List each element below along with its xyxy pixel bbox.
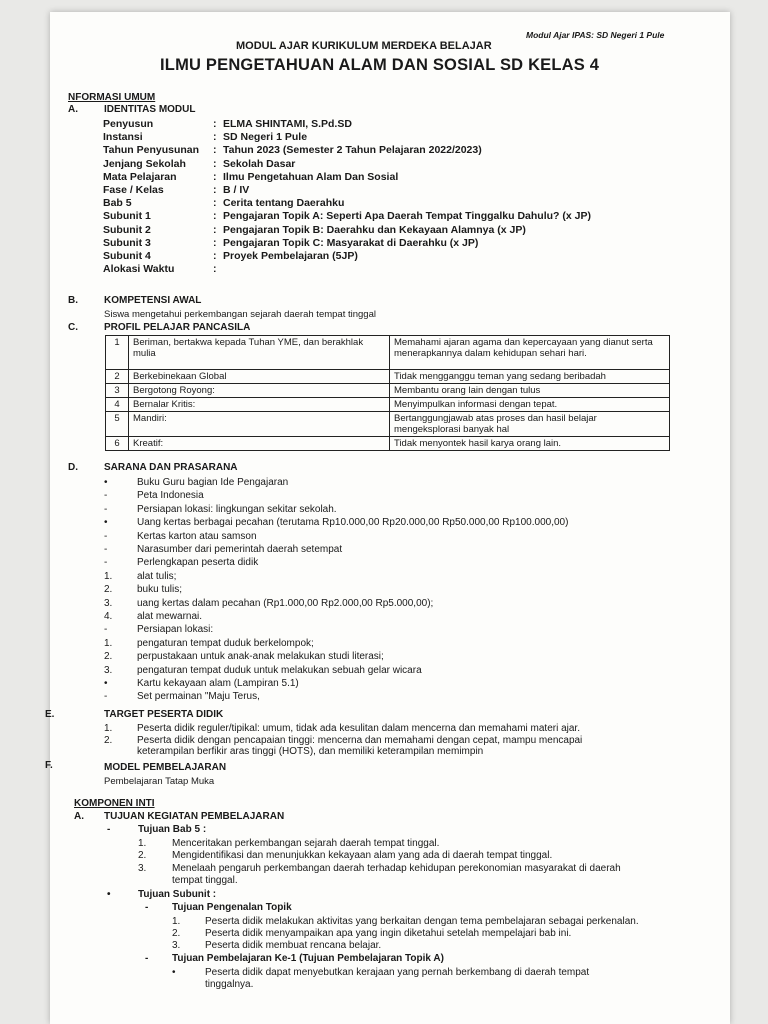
profil-number: 6 [106, 437, 129, 451]
sarana-item-marker: • [104, 517, 108, 529]
sarana-item-text: pengaturan tempat duduk untuk melakukan sebuah gelar wicara [137, 664, 422, 676]
identity-colon: : [213, 210, 217, 223]
tujuan-bab-item-text: Menceritakan perkembangan sejarah daerah tempat tinggal. [172, 838, 440, 849]
section-ka-title: TUJUAN KEGIATAN PEMBELAJARAN [104, 811, 285, 822]
pengenalan-item-text: Peserta didik menyampaikan apa yang ingin diketahui setelah mempelajari bab ini. [205, 928, 572, 939]
identity-value: Ilmu Pengetahuan Alam Dan Sosial [223, 170, 399, 183]
identity-label: Subunit 3 [103, 236, 151, 249]
identity-value: B / IV [223, 184, 250, 196]
profil-row [106, 370, 670, 384]
sarana-item-text: Persiapan lokasi: lingkungan sekitar sekolah. [137, 503, 337, 515]
sarana-item-text: Peta Indonesia [137, 490, 204, 502]
section-e-letter: E. [45, 709, 55, 720]
section-d-letter: D. [68, 462, 78, 473]
sarana-item-marker: • [104, 678, 108, 689]
identity-value: SD Negeri 1 Pule [223, 131, 308, 144]
pembelajaran1-item-text: Peserta didik dapat menyebutkan kerajaan yang pernah berkembang di daerah tempat [205, 967, 590, 978]
sarana-item-text: Kartu kekayaan alam (Lampiran 5.1) [137, 678, 299, 689]
section-f-title: MODEL PEMBELAJARAN [104, 762, 227, 773]
tujuan-bab-item-text: Mengidentifikasi dan menunjukkan kekayaan alam yang ada di daerah tempat tinggal. [172, 850, 553, 862]
profil-number: 3 [106, 384, 129, 398]
profil-description: Tidak menyontek hasil karya orang lain. [390, 437, 670, 451]
profil-number: 1 [106, 336, 129, 370]
sarana-item-marker: 1. [104, 570, 113, 582]
identity-colon: : [213, 170, 217, 183]
profil-dimension: Bergotong Royong: [129, 384, 390, 398]
identity-colon: : [213, 131, 217, 144]
sarana-item-marker: - [104, 544, 108, 555]
tujuan-bab-item-marker: 1. [138, 838, 147, 849]
target-item-text: Peserta didik reguler/tipikal: umum, tidak ada kesulitan dalam mencerna dan memahami materi ajar. [137, 723, 580, 734]
identity-colon: : [213, 263, 217, 276]
sarana-item-marker: 2. [104, 584, 113, 596]
identity-value: Tahun 2023 (Semester 2 Tahun Pelajaran 2022/2023) [223, 144, 482, 157]
identity-colon: : [213, 236, 217, 249]
sarana-item-marker: • [104, 477, 108, 488]
sarana-item-marker: - [104, 503, 108, 515]
profil-row [106, 398, 670, 412]
profil-description: Membantu orang lain dengan tulus [390, 384, 670, 398]
sarana-item-marker: 3. [104, 597, 113, 609]
pengenalan-dash: - [145, 902, 149, 913]
title-line-1: MODUL AJAR KURIKULUM MERDEKA BELAJAR [236, 40, 492, 52]
identity-label: Subunit 2 [103, 223, 151, 236]
sarana-item-marker: - [104, 624, 108, 636]
profil-description: Memahami ajaran agama dan kepercayaan yang dianut serta menerapkannya dalam kehidupan sehari hari. [390, 336, 670, 370]
kompetensi-awal-text: Siswa mengetahui perkembangan sejarah daerah tempat tinggal [104, 309, 376, 320]
sarana-item-text: Set permainan "Maju Terus, [137, 691, 260, 703]
identity-label: Penyusun [103, 118, 154, 130]
tujuan-bab-dash: - [107, 824, 111, 835]
section-e-title: TARGET PESERTA DIDIK [104, 709, 224, 720]
identity-colon: : [213, 157, 217, 170]
sarana-item-text: Uang kertas berbagai pecahan (terutama Rp10.000,00 Rp20.000,00 Rp50.000,00 Rp100.000,00) [137, 517, 569, 529]
identity-colon: : [213, 144, 217, 157]
profil-description: Tidak mengganggu teman yang sedang beribadah [390, 370, 670, 384]
sarana-item-text: Kertas karton atau samson [137, 530, 257, 542]
identity-value: Sekolah Dasar [223, 157, 296, 170]
pembelajaran1-item-marker: • [172, 967, 176, 978]
pembelajaran1-title: Tujuan Pembelajaran Ke-1 (Tujuan Pembelajaran Topik A) [172, 953, 444, 964]
identity-colon: : [213, 250, 217, 262]
sarana-item-marker: 1. [104, 637, 113, 649]
identity-label: Tahun Penyusunan [103, 144, 200, 157]
identity-label: Subunit 4 [103, 250, 151, 262]
identity-label: Fase / Kelas [103, 184, 164, 196]
sarana-item-text: pengaturan tempat duduk berkelompok; [137, 637, 314, 649]
profil-dimension: Kreatif: [129, 437, 390, 451]
identity-label: Bab 5 [103, 197, 132, 210]
section-ka-letter: A. [74, 811, 84, 822]
sarana-item-marker: - [104, 557, 108, 569]
identity-colon: : [213, 197, 217, 210]
sarana-item-text: Narasumber dari pemerintah daerah setempat [137, 544, 343, 555]
section-b-letter: B. [68, 295, 78, 306]
profil-table [105, 335, 670, 451]
identity-value: Proyek Pembelajaran (5JP) [223, 250, 358, 262]
profil-dimension: Mandiri: [129, 412, 390, 437]
identity-value: ELMA SHINTAMI, S.Pd.SD [223, 118, 352, 130]
identity-value: Cerita tentang Daerahku [223, 197, 345, 210]
sarana-item-marker: - [104, 490, 108, 502]
sarana-item-text: Persiapan lokasi: [137, 624, 214, 636]
section-c-letter: C. [68, 322, 78, 333]
tujuan-bab-item-text: tempat tinggal. [172, 874, 238, 886]
komponen-inti-heading: KOMPONEN INTI [74, 798, 155, 809]
profil-row [106, 412, 670, 437]
pengenalan-title: Tujuan Pengenalan Topik [172, 902, 292, 913]
identity-value: Pengajaran Topik B: Daerahku dan Kekayaan Alamnya (x JP) [223, 223, 526, 236]
sarana-item-text: perpustakaan untuk anak-anak melakukan studi literasi; [137, 651, 384, 663]
profil-description: Bertanggungjawab atas proses dan hasil belajar mengeksplorasi banyak hal [390, 412, 670, 437]
header-right: Modul Ajar IPAS: SD Negeri 1 Pule [526, 30, 665, 40]
title-line-2: ILMU PENGETAHUAN ALAM DAN SOSIAL SD KELAS 4 [160, 56, 600, 74]
sarana-item-marker: - [104, 530, 108, 542]
pengenalan-item-text: Peserta didik membuat rencana belajar. [205, 940, 382, 951]
sarana-item-marker: - [104, 691, 108, 703]
sarana-item-text: uang kertas dalam pecahan (Rp1.000,00 Rp2.000,00 Rp5.000,00); [137, 597, 434, 609]
target-item-text: Peserta didik dengan pencapaian tinggi: mencerna dan memahami dengan cepat, mampu mencapai [137, 734, 583, 746]
sarana-item-marker: 2. [104, 651, 113, 663]
profil-dimension: Bernalar Kritis: [129, 398, 390, 412]
tujuan-bab-item-marker: 3. [138, 862, 147, 874]
section-c-title: PROFIL PELAJAR PANCASILA [104, 322, 251, 333]
pengenalan-item-marker: 1. [172, 916, 181, 927]
section-d-title: SARANA DAN PRASARANA [104, 462, 238, 473]
identity-label: Instansi [103, 131, 143, 144]
identity-colon: : [213, 118, 217, 130]
model-pembelajaran-text: Pembelajaran Tatap Muka [104, 776, 215, 787]
target-item-text: keterampilan berfikir aras tinggi (HOTS), dan memiliki keterampilan memimpin [137, 746, 484, 757]
profil-number: 4 [106, 398, 129, 412]
profil-dimension: Beriman, bertakwa kepada Tuhan YME, dan berakhlak mulia [129, 336, 390, 370]
informasi-umum-heading: NFORMASI UMUM [68, 92, 156, 103]
tujuan-subunit-bullet: • [107, 889, 111, 900]
profil-row [106, 336, 670, 370]
pembelajaran1-dash: - [145, 953, 149, 964]
tujuan-bab-title: Tujuan Bab 5 : [138, 824, 207, 835]
identity-value: Pengajaran Topik A: Seperti Apa Daerah Tempat Tinggalku Dahulu? (x JP) [223, 210, 591, 223]
section-b-title: KOMPETENSI AWAL [104, 295, 202, 306]
target-item-marker: 1. [104, 723, 113, 734]
profil-description: Menyimpulkan informasi dengan tepat. [390, 398, 670, 412]
section-a-title: IDENTITAS MODUL [104, 104, 196, 115]
identity-label: Mata Pelajaran [103, 170, 177, 183]
sarana-item-text: Buku Guru bagian Ide Pengajaran [137, 477, 289, 488]
sarana-item-text: alat tulis; [137, 570, 177, 582]
identity-label: Subunit 1 [103, 210, 151, 223]
identity-colon: : [213, 223, 217, 236]
identity-label: Jenjang Sekolah [103, 157, 186, 170]
profil-number: 5 [106, 412, 129, 437]
profil-row [106, 437, 670, 451]
tujuan-subunit-title: Tujuan Subunit : [138, 889, 217, 900]
profil-dimension: Berkebinekaan Global [129, 370, 390, 384]
target-item-marker: 2. [104, 734, 113, 746]
pengenalan-item-marker: 2. [172, 928, 181, 939]
document-page [45, 12, 730, 1024]
sarana-item-text: buku tulis; [137, 584, 183, 596]
section-f-letter: F. [45, 760, 53, 771]
pembelajaran1-item-text: tinggalnya. [205, 979, 254, 990]
pengenalan-item-text: Peserta didik melakukan aktivitas yang berkaitan dengan tema pembelajaran sebagai perkenalan. [205, 916, 639, 927]
tujuan-bab-item-marker: 2. [138, 850, 147, 862]
section-a-letter: A. [68, 104, 78, 115]
tujuan-bab-item-text: Menelaah pengaruh perkembangan daerah terhadap kehidupan perekonomian masyarakat di daerah [172, 862, 621, 874]
identity-value: Pengajaran Topik C: Masyarakat di Daerahku (x JP) [223, 236, 479, 249]
sarana-item-text: alat mewarnai. [137, 611, 203, 622]
profil-row [106, 384, 670, 398]
sarana-item-marker: 4. [104, 611, 113, 622]
pengenalan-item-marker: 3. [172, 940, 181, 951]
sarana-item-marker: 3. [104, 664, 113, 676]
identity-colon: : [213, 184, 217, 196]
sarana-item-text: Perlengkapan peserta didik [137, 557, 259, 569]
profil-number: 2 [106, 370, 129, 384]
identity-label: Alokasi Waktu [103, 263, 175, 276]
